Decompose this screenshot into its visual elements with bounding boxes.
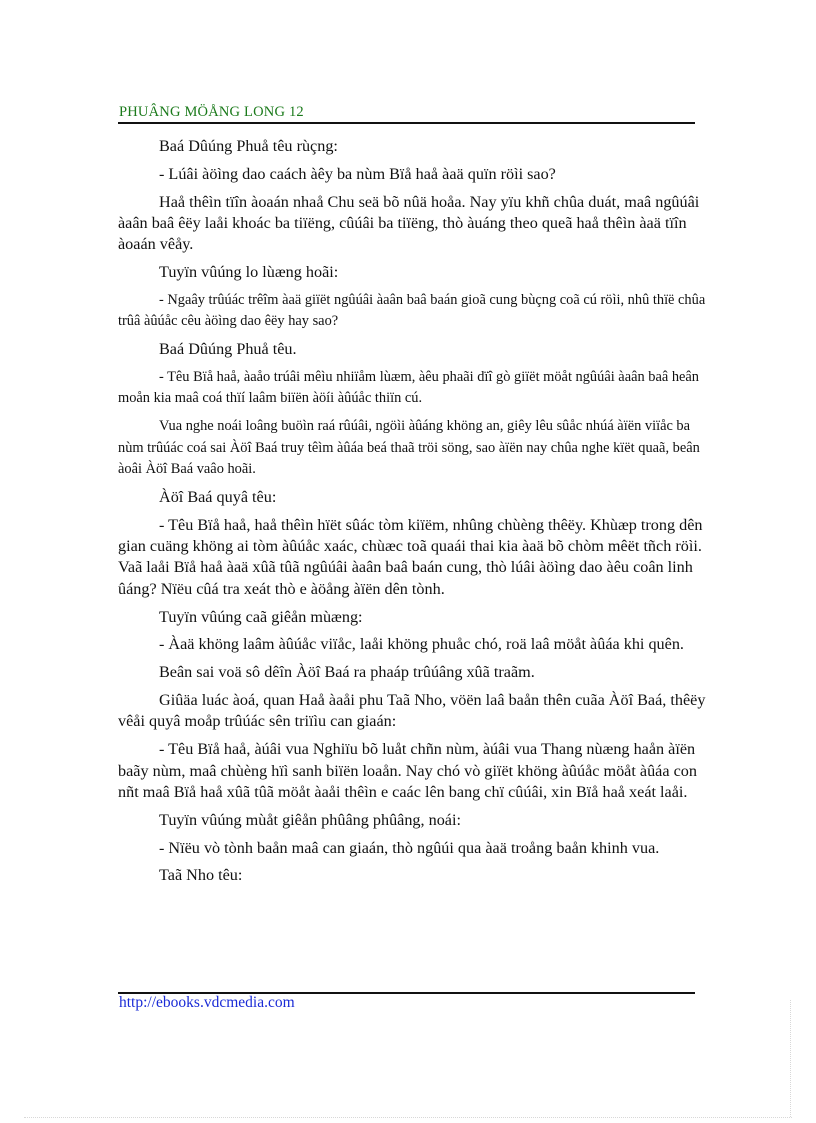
paragraph: - Nïëu vò tònh baån maâ can giaán, thò ngûúi qua àaä troång baån khinh vua.	[159, 838, 660, 857]
footer-url-link[interactable]: http://ebooks.vdcmedia.com	[119, 994, 295, 1011]
page-body	[118, 136, 718, 893]
paragraph: - Têu Bïå haå, àaåo trúâi mêìu nhiïåm lùæm, àêu phaãi dïî gò giïët möåt ngûúâi àaân baâ heân moån kia maâ coá thïí laâm biïën àöíi àûúåc thiïn cú.	[118, 369, 699, 407]
paragraph: Giûäa luác àoá, quan Haå àaåi phu Taã Nho, vöën laâ baån thên cuãa Àöî Baá, thêëy vêåi quyâ moåp trûúác sên triïìu can giaán:	[118, 691, 706, 731]
header-rule	[118, 122, 695, 124]
paragraph: - Lúâi àöìng dao caách àêy ba nùm Bïå haå àaä quïn röìi sao?	[159, 164, 556, 183]
paragraph: Baá Dûúng Phuå têu.	[159, 340, 297, 359]
paragraph: Baá Dûúng Phuå têu rùçng:	[159, 137, 338, 155]
paragraph: Haå thêìn tïîn àoaán nhaå Chu seä bõ nûä hoåa. Nay yïu khñ chûa duát, maâ ngûúâi àaân baâ êëy laåi khoác ba tiïëng, cûúâi ba tiïëng, thò àuáng theo queã haå thêìn àaä tïîn àoaán vêåy.	[118, 192, 700, 254]
page-edge-bottom	[24, 1117, 792, 1118]
paragraph: Beân sai voä sô dêîn Àöî Baá ra phaáp trûúâng xûã traãm.	[159, 663, 535, 682]
paragraph: Tuyïn vûúng mùåt giêån phûâng phûâng, noái:	[159, 810, 461, 829]
paragraph: - Àaä khöng laâm àûúåc viïåc, laåi khöng phuåc chó, roä laâ möåt àûáa khi quên.	[159, 635, 684, 654]
paragraph: - Têu Bïå haå, haå thêìn hïët sûác tòm kiïëm, nhûng chùèng thêëy. Khùæp trong dên gian cuäng khöng ai tòm àûúåc xaác, chùæc toã quaái thai kia àaä bõ chòm mêët tñch röìi. Vaã laåi Bïå haå àaä xûã tûã ngûúâi àaân baâ baán cung, thò lúâi àöìng dao àêu coân linh ûáng? Nïëu cûá tra xeát thò e àöång àïën dên tònh.	[118, 515, 703, 598]
paragraph: Àöî Baá quyâ têu:	[159, 487, 277, 506]
paragraph: Tuyïn vûúng lo lùæng hoãi:	[159, 263, 339, 282]
paragraph: - Têu Bïå haå, àúâi vua Nghiïu bõ luåt chñn nùm, àúâi vua Thang nùæng haån àïën baãy nùm, maâ chùèng hïì sanh biïën loaån. Nay chó vò giïët khöng àûúåc möåt àûáa con nñt maâ Bïå haå xûã tûã möåt àaåi thêìn e caác lên bang chï cûúâi, xin Bïå haå xeát laåi.	[118, 740, 697, 802]
paragraph: Vua nghe noái loâng buöìn raá rûúâi, ngöìi àûáng khöng an, giêy lêu sûåc nhúá àïën viïåc ba nùm trûúác coá sai Àöî Baá truy têìm àûáa beá thaã tröi söng, sao àïën nay chûa nghe kïët quaã, beân àoâi Àöî Baá vaâo hoãi.	[118, 418, 700, 478]
paragraph: Tuyïn vûúng caã giêån mùæng:	[159, 607, 363, 626]
paragraph: Taã Nho têu:	[159, 866, 243, 885]
running-header: PHUÂNG MÖÅNG LONG 12	[119, 104, 304, 120]
paragraph: - Ngaây trûúác trêîm àaä giïët ngûúâi àaân baâ baán gioã cung bùçng coã cú röìi, nhû thïë chûa trûâ àûúåc cêu àöìng dao êëy hay sao?	[118, 292, 706, 330]
page-edge-right	[790, 1000, 791, 1117]
